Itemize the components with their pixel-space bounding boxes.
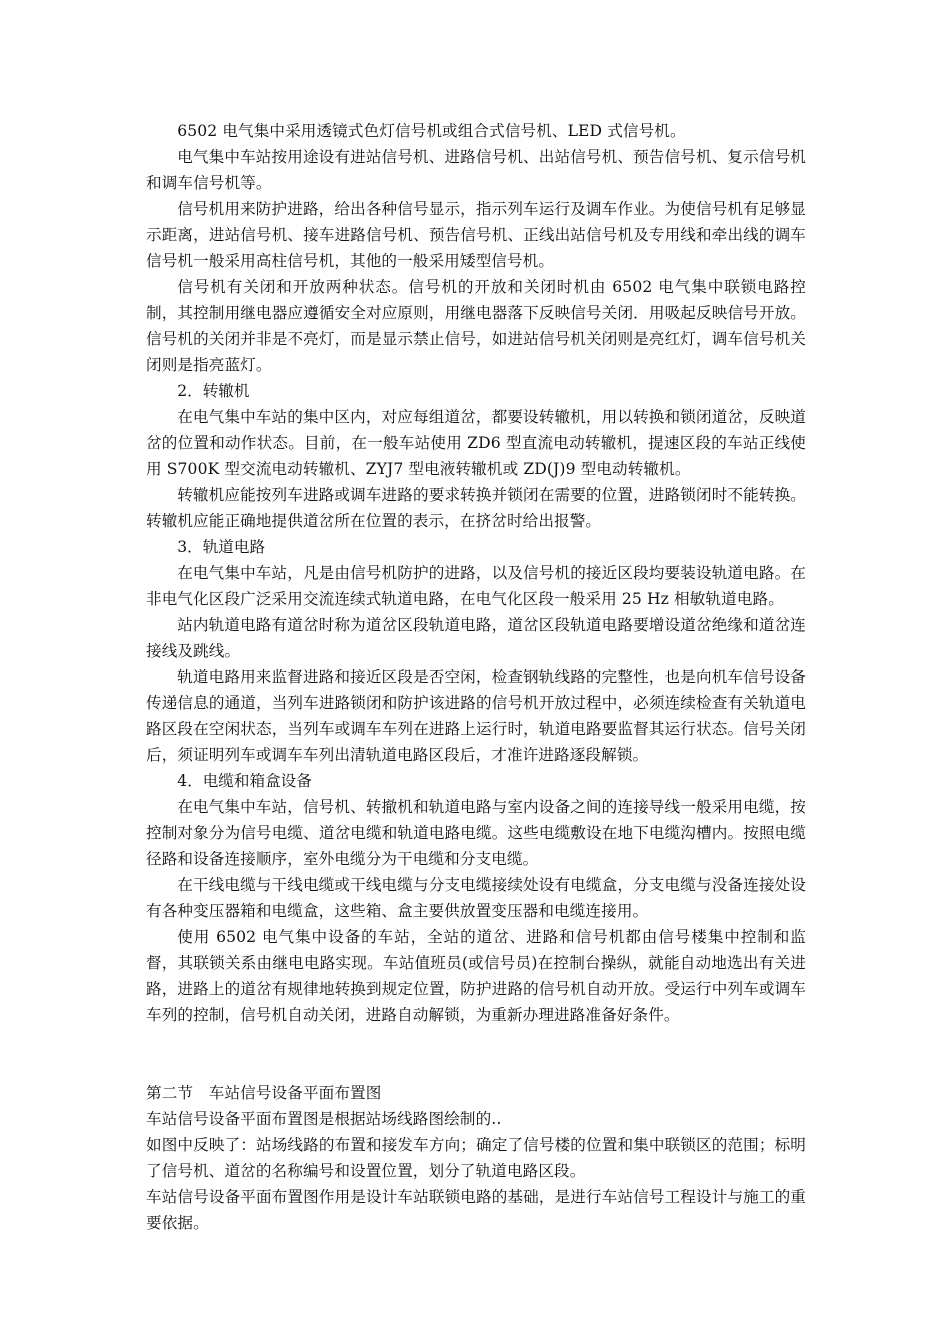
heading-track-circuit: 3．轨道电路 [177, 538, 266, 556]
paragraph-layout-content: 如图中反映了：站场线路的布置和接发车方向；确定了信号楼的位置和集中联锁区的范围；标明了信号机、道岔的名称编号和设置位置，划分了轨道电路区段。 [146, 1136, 806, 1180]
paragraph-track-circuit-types: 在电气集中车站，凡是由信号机防护的进路，以及信号机的接近区段均要装设轨道电路。在非电气化区段广泛采用交流连续式轨道电路，在电气化区段一般采用 25 Hz 相敏轨道电路。 [146, 564, 806, 608]
paragraph-cable-types: 在电气集中车站，信号机、转撤机和轨道电路与室内设备之间的连接导线一般采用电缆，按控制对象分为信号电缆、道岔电缆和轨道电路电缆。这些电缆敷设在地下电缆沟槽内。按照电缆径路和设备连接顺序，室外电缆分为干电缆和分支电缆。 [146, 798, 806, 868]
paragraph-layout-purpose: 车站信号设备平面布置图作用是设计车站联锁电路的基础，是进行车站信号工程设计与施工的重要依据。 [146, 1188, 806, 1232]
paragraph-signal-display: 信号机用来防护进路，给出各种信号显示，指示列车运行及调车作业。为使信号机有足够显示距离，进站信号机、接车进路信号机、预告信号机、正线出站信号机及专用线和牵出线的调车信号机一般采用高柱信号机，其他的一般采用矮型信号机。 [146, 200, 806, 270]
paragraph-signal-usage: 电气集中车站按用途设有进站信号机、进路信号机、出站信号机、预告信号机、复示信号机和调车信号机等。 [146, 148, 806, 192]
paragraph-signal-states: 信号机有关闭和开放两种状态。信号机的开放和关闭时机由 6502 电气集中联锁电路控制，其控制用继电器应遵循安全对应原则，用继电器落下反映信号关闭．用吸起反映信号开放。信号机的关闭并非是不亮灯，而是显示禁止信号，如进站信号机关闭则是亮红灯，调车信号机关闭则是指亮蓝灯。 [146, 278, 806, 374]
paragraph-track-circuit-function: 轨道电路用来监督进路和接近区段是否空闲，检查钢轨线路的完整性，也是向机车信号设备传递信息的通道，当列车进路锁闭和防护该进路的信号机开放过程中，必须连续检查有关轨道电路区段在空闲状态，当列车或调车车列在进路上运行时，轨道电路要监督其运行状态。信号关闭后，须证明列车或调车车列出清轨道电路区段后，才准许进路逐段解锁。 [146, 668, 806, 764]
paragraph-layout-basis: 车站信号设备平面布置图是根据站场线路图绘制的.. [146, 1110, 502, 1128]
paragraph-switch-machine-types: 在电气集中车站的集中区内，对应每组道岔，都要设转辙机，用以转换和锁闭道岔，反映道岔的位置和动作状态。目前，在一般车站使用 ZD6 型直流电动转辙机，提速区段的车站正线使用 S700K 型交流电动转辙机、ZYJ7 型电液转辙机或 ZD(J)9 型电动转辙机。 [146, 408, 806, 478]
paragraph-signal-types: 6502 电气集中采用透镜式色灯信号机或组合式信号机、LED 式信号机。 [177, 122, 686, 140]
heading-cable-box: 4．电缆和箱盒设备 [177, 772, 312, 790]
paragraph-switch-machine-function: 转辙机应能按列车进路或调车进路的要求转换并锁闭在需要的位置，进路锁闭时不能转换。转辙机应能正确地提供道岔所在位置的表示，在挤岔时给出报警。 [146, 486, 806, 530]
heading-section-two: 第二节 车站信号设备平面布置图 [146, 1084, 382, 1102]
section-gap [146, 1028, 806, 1080]
paragraph-track-circuit-switch-section: 站内轨道电路有道岔时称为道岔区段轨道电路，道岔区段轨道电路要增设道岔绝缘和道岔连接线及跳线。 [146, 616, 806, 660]
document-page [146, 118, 806, 1236]
paragraph-6502-operation: 使用 6502 电气集中设备的车站，全站的道岔、进路和信号机都由信号楼集中控制和监督，其联锁关系由继电电路实现。车站值班员(或信号员)在控制台操纵，就能自动地选出有关进路，进路上的道岔有规律地转换到规定位置，防护进路的信号机自动开放。受运行中列车或调车车列的控制，信号机自动关闭，进路自动解锁，为重新办理进路准备好条件。 [146, 928, 806, 1024]
paragraph-cable-boxes: 在干线电缆与干线电缆或干线电缆与分支电缆接续处设有电缆盒，分支电缆与没备连接处设有各种变压器箱和电缆盒，这些箱、盒主要供放置变压器和电缆连接用。 [146, 876, 806, 920]
heading-switch-machine: 2．转辙机 [177, 382, 250, 400]
